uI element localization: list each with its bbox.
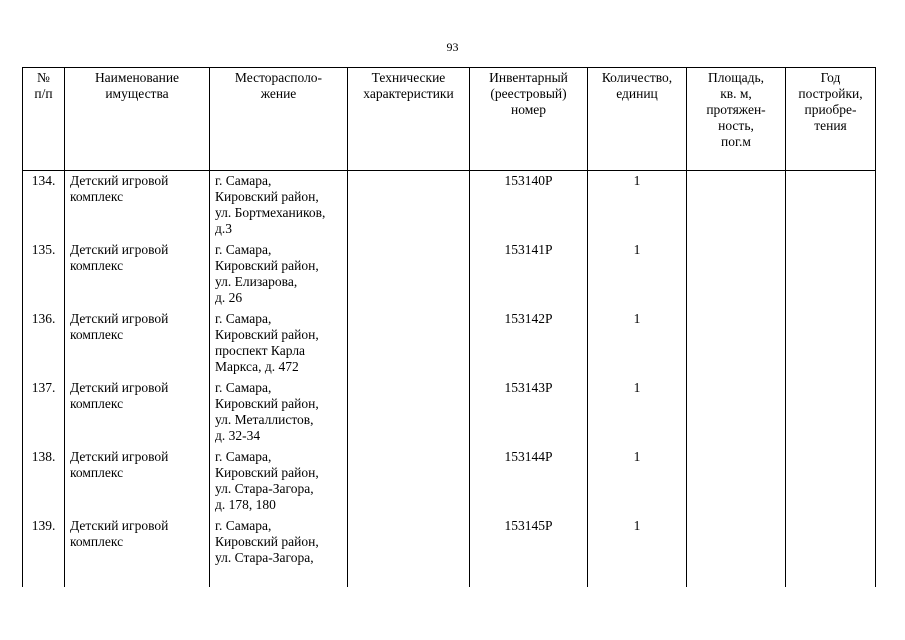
header-name: Наименование имущества	[65, 68, 210, 171]
row-quantity: 1	[588, 449, 687, 518]
row-name: Детский игровой комплекс	[65, 171, 210, 243]
row-name: Детский игровой комплекс	[65, 449, 210, 518]
row-name: Детский игровой комплекс	[65, 311, 210, 380]
row-area	[687, 518, 786, 587]
row-location: г. Самара, Кировский район, ул. Елизарова, д. 26	[210, 242, 348, 311]
header-number: № п/п	[23, 68, 65, 171]
row-inventory: 153143Р	[470, 380, 588, 449]
row-name: Детский игровой комплекс	[65, 242, 210, 311]
table-row	[23, 242, 876, 311]
row-name: Детский игровой комплекс	[65, 518, 210, 587]
property-registry-table	[22, 67, 876, 587]
row-year	[786, 171, 876, 243]
table-row	[23, 518, 876, 587]
header-quantity: Количество, единиц	[588, 68, 687, 171]
row-number: 139.	[23, 518, 65, 587]
row-year	[786, 311, 876, 380]
row-area	[687, 380, 786, 449]
row-inventory: 153145Р	[470, 518, 588, 587]
row-inventory: 153142Р	[470, 311, 588, 380]
header-year: Год постройки, приобре- тения	[786, 68, 876, 171]
page-number: 93	[446, 40, 459, 54]
row-inventory: 153141Р	[470, 242, 588, 311]
header-area: Площадь, кв. м, протяжен- ность, пог.м	[687, 68, 786, 171]
row-number: 138.	[23, 449, 65, 518]
row-location: г. Самара, Кировский район, ул. Металлистов, д. 32-34	[210, 380, 348, 449]
row-location: г. Самара, Кировский район, ул. Стара-Загора,	[210, 518, 348, 587]
row-number: 137.	[23, 380, 65, 449]
row-area	[687, 449, 786, 518]
row-location: г. Самара, Кировский район, ул. Стара-Загора, д. 178, 180	[210, 449, 348, 518]
row-quantity: 1	[588, 171, 687, 243]
row-technical	[348, 242, 470, 311]
row-location: г. Самара, Кировский район, проспект Карла Маркса, д. 472	[210, 311, 348, 380]
row-year	[786, 242, 876, 311]
table-row	[23, 380, 876, 449]
table-header-row	[23, 68, 876, 171]
row-technical	[348, 449, 470, 518]
row-technical	[348, 518, 470, 587]
header-inventory: Инвентарный (реестровый) номер	[470, 68, 588, 171]
row-technical	[348, 171, 470, 243]
row-area	[687, 242, 786, 311]
row-inventory: 153140Р	[470, 171, 588, 243]
row-quantity: 1	[588, 311, 687, 380]
row-quantity: 1	[588, 242, 687, 311]
row-year	[786, 380, 876, 449]
table-row	[23, 449, 876, 518]
row-inventory: 153144Р	[470, 449, 588, 518]
row-area	[687, 171, 786, 243]
row-year	[786, 449, 876, 518]
row-location: г. Самара, Кировский район, ул. Бортмехаников, д.3	[210, 171, 348, 243]
row-area	[687, 311, 786, 380]
table-row	[23, 171, 876, 243]
header-technical: Технические характеристики	[348, 68, 470, 171]
row-quantity: 1	[588, 518, 687, 587]
table-row	[23, 311, 876, 380]
row-number: 134.	[23, 171, 65, 243]
row-name: Детский игровой комплекс	[65, 380, 210, 449]
row-year	[786, 518, 876, 587]
row-quantity: 1	[588, 380, 687, 449]
row-number: 135.	[23, 242, 65, 311]
row-technical	[348, 311, 470, 380]
header-location: Месторасполо- жение	[210, 68, 348, 171]
row-technical	[348, 380, 470, 449]
row-number: 136.	[23, 311, 65, 380]
